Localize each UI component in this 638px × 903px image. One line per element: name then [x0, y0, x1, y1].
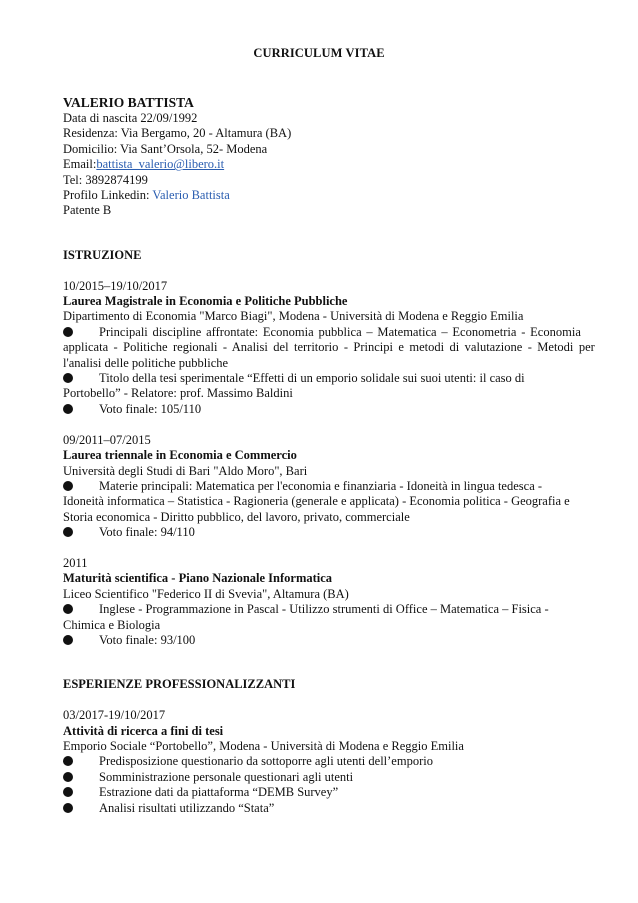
education-dates: 10/2015–19/10/2017	[63, 278, 168, 293]
bullet-icon	[63, 373, 73, 383]
bullet-icon	[63, 787, 73, 797]
email-label: Email:	[63, 157, 97, 172]
experience-bullet: Analisi risultati utilizzando “Stata”	[63, 801, 593, 816]
birth-date: Data di nascita 22/09/1992	[63, 111, 198, 125]
candidate-name: VALERIO BATTISTA	[63, 95, 194, 110]
experience-bullet: Somministrazione personale questionari agli utenti	[63, 770, 593, 785]
linkedin-link[interactable]: Valerio Battista	[152, 188, 230, 203]
education-bullet: Inglese - Programmazione in Pascal - Utilizzo strumenti di Office – Matematica – Fisica - Chimica e Biologia	[63, 602, 549, 632]
bullet-icon	[63, 635, 73, 645]
cv-content	[63, 95, 593, 816]
education-bullet: Voto finale: 94/110	[63, 525, 593, 540]
experience-heading: ESPERIENZE PROFESSIONALIZZANTI	[63, 677, 296, 692]
education-heading: ISTRUZIONE	[63, 247, 142, 262]
education-title: Laurea Magistrale in Economia e Politiche Pubbliche	[63, 294, 348, 309]
bullet-icon	[63, 772, 73, 782]
education-institution: Liceo Scientifico "Federico II di Svevia", Altamura (BA)	[63, 586, 349, 601]
domicile: Domicilio: Via Sant’Orsola, 52- Modena	[63, 141, 268, 156]
email-row	[63, 157, 593, 172]
linkedin-row	[63, 188, 593, 203]
linkedin-label: Profilo Linkedin:	[63, 188, 153, 203]
experience-place: Emporio Sociale “Portobello”, Modena - Università di Modena e Reggio Emilia	[63, 738, 464, 753]
education-dates: 09/2011–07/2015	[63, 432, 151, 447]
phone: Tel: 3892874199	[63, 172, 148, 187]
bullet-icon	[63, 803, 73, 813]
bullet-icon	[63, 527, 73, 537]
education-institution: Università degli Studi di Bari "Aldo Moro", Bari	[63, 463, 308, 478]
education-institution: Dipartimento di Economia "Marco Biagi", Modena - Università di Modena e Reggio Emilia	[63, 309, 524, 324]
bullet-icon	[63, 481, 73, 491]
email-link[interactable]: battista_valerio@libero.it	[96, 157, 225, 172]
education-bullet: Voto finale: 105/110	[63, 402, 593, 417]
experience-dates: 03/2017-19/10/2017	[63, 708, 166, 723]
education-bullet: Principali discipline affrontate: Economia pubblica – Matematica – Econometria - Economia applicata - Politiche regionali - Analisi del territorio - Principi e metodi di valutazione - Metodi per l'analisi delle politiche pubbliche	[63, 324, 595, 370]
education-bullet: Materie principali: Matematica per l'economia e finanziaria - Idoneità in lingua tedesca - Idoneità informatica – Statistica - Ragioneria (generale e applicata) - Economia politica - Geografia e Storia economica - Diritto pubblico, del lavoro, privato, commerciale	[63, 478, 570, 524]
experience-bullet: Predisposizione questionario da sottoporre agli utenti dell’emporio	[63, 754, 593, 769]
driving-license: Patente B	[63, 203, 112, 218]
education-dates: 2011	[63, 555, 88, 570]
experience-bullet: Estrazione dati da piattaforma “DEMB Survey”	[63, 785, 593, 800]
bullet-icon	[63, 404, 73, 414]
experience-title: Attività di ricerca a fini di tesi	[63, 723, 224, 738]
residence: Residenza: Via Bergamo, 20 - Altamura (BA)	[63, 126, 292, 141]
education-title: Laurea triennale in Economia e Commercio	[63, 448, 297, 463]
bullet-icon	[63, 327, 73, 337]
document-title: CURRICULUM VITAE	[253, 46, 385, 60]
education-bullet: Voto finale: 93/100	[63, 633, 593, 648]
education-bullet: Titolo della tesi sperimentale “Effetti di un emporio solidale sui suoi utenti: il caso di Portobello” - Relatore: prof. Massimo Baldini	[63, 371, 525, 401]
education-title: Maturità scientifica - Piano Nazionale Informatica	[63, 571, 333, 586]
bullet-icon	[63, 756, 73, 766]
bullet-icon	[63, 604, 73, 614]
